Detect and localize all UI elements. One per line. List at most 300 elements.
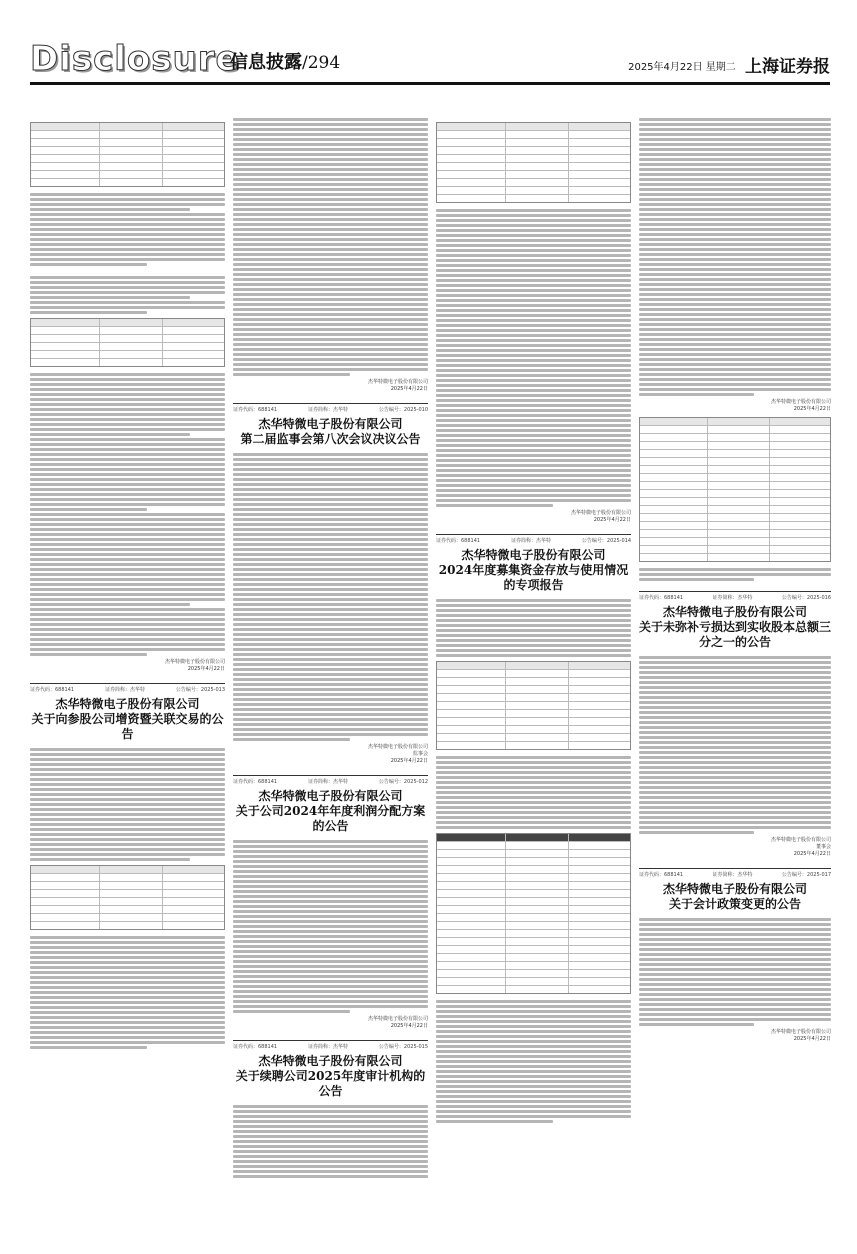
text-line: [639, 918, 831, 921]
table-row: [437, 131, 630, 139]
text-line: [233, 163, 428, 166]
text-line: [233, 663, 428, 666]
brand-logo: Disclosure: [30, 39, 240, 79]
text-line: [30, 528, 225, 531]
table-row: [31, 131, 224, 139]
text-line: [233, 513, 428, 516]
page-number: /294: [302, 53, 341, 73]
stock-code: 证券代码：688141: [233, 779, 278, 785]
text-line: [30, 208, 190, 211]
stock-name: 证券简称：杰华特: [105, 687, 146, 693]
table-row: [640, 418, 830, 426]
text-line: [30, 1021, 225, 1024]
table-row: [640, 426, 830, 434]
text-line: [233, 693, 428, 696]
text-line: [233, 935, 428, 938]
text-line: [436, 504, 553, 507]
text-line: [30, 833, 225, 836]
text-line: [233, 498, 428, 501]
notice-meta: [233, 403, 428, 413]
data-table: [436, 661, 631, 750]
text-line: [639, 958, 831, 961]
text-line: [436, 489, 631, 492]
signature-company: 杰华特微电子股份有限公司: [164, 659, 225, 665]
text-line: [639, 358, 831, 361]
text-line: [436, 244, 631, 247]
text-line: [233, 538, 428, 541]
text-line: [436, 409, 631, 412]
text-line: [233, 343, 428, 346]
text-line: [233, 855, 428, 858]
text-line: [30, 243, 225, 246]
notice-header: [233, 775, 428, 834]
text-line: [233, 845, 428, 848]
text-line: [233, 283, 428, 286]
text-line: [639, 928, 831, 931]
text-line: [233, 713, 428, 716]
table-row: [437, 866, 630, 874]
text-line: [233, 603, 428, 606]
text-line: [639, 726, 831, 729]
notice-title: [233, 1054, 428, 1099]
text-line: [436, 454, 631, 457]
table-row: [437, 858, 630, 866]
text-line: [30, 793, 225, 796]
text-line: [436, 766, 631, 769]
text-line: [233, 930, 428, 933]
text-line: [436, 1070, 631, 1073]
text-line: [436, 634, 631, 637]
table-row: [640, 498, 830, 506]
signature-date: 2025年4月22日: [593, 517, 631, 523]
text-line: [30, 788, 225, 791]
text-line: [436, 314, 631, 317]
table-row: [31, 335, 224, 343]
notice-header: [233, 1040, 428, 1099]
text-line: [30, 508, 147, 511]
text-line: [233, 870, 428, 873]
text-line: [436, 614, 631, 617]
text-line: [30, 518, 225, 521]
text-line: [639, 273, 831, 276]
text-line: [30, 428, 225, 431]
text-line: [436, 1025, 631, 1028]
table-row: [640, 466, 830, 474]
text-line: [30, 583, 225, 586]
text-line: [233, 638, 428, 641]
notice-title-company: 杰华特微电子股份有限公司: [258, 417, 403, 431]
text-line: [233, 850, 428, 853]
text-line: [639, 143, 831, 146]
table-row: [31, 866, 224, 874]
text-line: [233, 940, 428, 943]
notice-meta: [639, 591, 831, 601]
text-line: [639, 293, 831, 296]
text-line: [639, 993, 831, 996]
text-line: [30, 613, 225, 616]
text-line: [233, 1150, 428, 1153]
text-line: [233, 723, 428, 726]
text-line: [233, 925, 428, 928]
text-line: [436, 796, 631, 799]
table-row: [437, 930, 630, 938]
notice-title: [233, 417, 428, 447]
text-line: [233, 1110, 428, 1113]
table-row: [437, 906, 630, 914]
text-line: [436, 639, 631, 642]
text-line: [436, 1010, 631, 1013]
text-line: [233, 158, 428, 161]
text-line: [233, 895, 428, 898]
notice-number: 公告编号：2025-015: [378, 1044, 428, 1050]
text-line: [30, 463, 225, 466]
text-line: [30, 488, 225, 491]
text-line: [639, 953, 831, 956]
text-line: [639, 811, 831, 814]
text-line: [436, 284, 631, 287]
text-line: [639, 831, 754, 834]
text-line: [436, 1100, 631, 1103]
text-line: [233, 208, 428, 211]
text-line: [639, 978, 831, 981]
text-line: [233, 323, 428, 326]
text-line: [233, 228, 428, 231]
text-line: [30, 623, 225, 626]
signature-company: 杰华特微电子股份有限公司: [367, 379, 428, 385]
text-line: [233, 473, 428, 476]
text-line: [233, 885, 428, 888]
text-line: [639, 568, 831, 571]
text-line: [639, 193, 831, 196]
notice-title: [233, 789, 428, 834]
text-line: [639, 676, 831, 679]
text-line: [30, 1046, 147, 1049]
text-line: [436, 309, 631, 312]
text-line: [233, 528, 428, 531]
table-row: [640, 482, 830, 490]
text-line: [233, 960, 428, 963]
signature-date: 2025年4月22日: [793, 406, 831, 412]
table-row: [437, 978, 630, 986]
table-row: [437, 171, 630, 179]
text-line: [233, 278, 428, 281]
text-line: [639, 963, 831, 966]
table-row: [31, 171, 224, 179]
text-line: [30, 276, 225, 279]
text-line: [639, 968, 831, 971]
text-line: [233, 543, 428, 546]
text-line: [436, 349, 631, 352]
text-line: [233, 453, 428, 456]
text-line: [639, 393, 754, 396]
table-row: [31, 874, 224, 882]
table-row: [437, 946, 630, 954]
text-line: [233, 668, 428, 671]
text-line: [233, 308, 428, 311]
text-line: [30, 513, 225, 516]
data-table: [30, 122, 225, 187]
text-line: [233, 678, 428, 681]
text-line: [639, 701, 831, 704]
text-line: [30, 253, 225, 256]
text-line: [639, 168, 831, 171]
text-line: [30, 976, 225, 979]
text-line: [30, 498, 225, 501]
text-line: [436, 479, 631, 482]
text-line: [436, 801, 631, 804]
signature-block: [639, 1029, 831, 1043]
text-line: [30, 193, 225, 196]
text-line: [639, 938, 831, 941]
text-line: [233, 1000, 428, 1003]
stock-code: 证券代码：688141: [639, 595, 684, 601]
text-line: [30, 956, 225, 959]
text-line: [639, 686, 831, 689]
table-row: [437, 954, 630, 962]
text-line: [233, 980, 428, 983]
text-line: [639, 1008, 831, 1011]
text-line: [30, 248, 225, 251]
text-line: [639, 781, 831, 784]
text-line: [233, 268, 428, 271]
text-line: [30, 991, 225, 994]
text-line: [233, 288, 428, 291]
text-line: [639, 268, 831, 271]
table-row: [437, 970, 630, 978]
text-line: [233, 363, 428, 366]
text-line: [233, 1130, 428, 1133]
text-line: [233, 633, 428, 636]
text-line: [436, 279, 631, 282]
table-row: [31, 319, 224, 327]
text-line: [30, 296, 190, 299]
notice-header: [436, 534, 631, 593]
text-line: [436, 654, 631, 657]
text-line: [639, 368, 831, 371]
text-line: [233, 218, 428, 221]
text-line: [233, 865, 428, 868]
text-line: [233, 920, 428, 923]
text-line: [30, 633, 225, 636]
text-line: [30, 588, 225, 591]
text-line: [436, 1030, 631, 1033]
text-line: [30, 798, 225, 801]
text-line: [30, 413, 225, 416]
notice-title: [639, 605, 831, 650]
text-line: [639, 786, 831, 789]
text-line: [233, 233, 428, 236]
notice-title-subject: 关于向参股公司增资暨关联交易的公告: [31, 712, 224, 741]
text-line: [30, 286, 225, 289]
text-line: [233, 970, 428, 973]
signature-block: [233, 1016, 428, 1030]
text-line: [639, 923, 831, 926]
text-line: [639, 806, 831, 809]
text-line: [30, 996, 225, 999]
text-line: [436, 239, 631, 242]
text-line: [639, 578, 754, 581]
text-line: [436, 1090, 631, 1093]
table-row: [437, 914, 630, 922]
table-row: [640, 514, 830, 522]
text-line: [639, 188, 831, 191]
text-line: [233, 508, 428, 511]
text-line: [233, 593, 428, 596]
text-line: [436, 1060, 631, 1063]
text-line: [639, 303, 831, 306]
stock-code: 证券代码：688141: [233, 407, 278, 413]
notice-number: 公告编号：2025-012: [378, 779, 428, 785]
table-row: [437, 962, 630, 970]
data-table: [30, 865, 225, 930]
text-line: [639, 826, 831, 829]
text-line: [436, 1085, 631, 1088]
text-line: [639, 1013, 831, 1016]
text-line: [436, 756, 631, 759]
table-row: [437, 850, 630, 858]
text-line: [233, 173, 428, 176]
text-line: [30, 578, 225, 581]
notice-number: 公告编号：2025-014: [581, 538, 631, 544]
text-line: [436, 474, 631, 477]
text-line: [233, 1160, 428, 1163]
text-line: [639, 123, 831, 126]
text-line: [639, 213, 831, 216]
text-line: [436, 434, 631, 437]
text-line: [436, 1080, 631, 1083]
table-row: [640, 434, 830, 442]
table-row: [437, 662, 630, 670]
text-line: [639, 816, 831, 819]
text-line: [30, 418, 225, 421]
table-row: [437, 670, 630, 678]
text-line: [30, 383, 225, 386]
signature-date: 2025年4月22日: [390, 758, 428, 764]
text-line: [30, 448, 225, 451]
text-line: [233, 553, 428, 556]
text-line: [639, 933, 831, 936]
stock-name: 证券简称：杰华特: [308, 407, 349, 413]
text-line: [233, 348, 428, 351]
text-line: [639, 761, 831, 764]
text-line: [436, 339, 631, 342]
text-line: [436, 234, 631, 237]
text-line: [233, 728, 428, 731]
text-line: [233, 203, 428, 206]
text-line: [639, 128, 831, 131]
text-line: [639, 313, 831, 316]
text-line: [639, 253, 831, 256]
signature-company: 杰华特微电子股份有限公司: [367, 744, 428, 750]
notice-meta: [436, 534, 631, 544]
text-line: [436, 419, 631, 422]
text-line: [233, 1125, 428, 1128]
text-line: [30, 643, 225, 646]
text-line: [436, 791, 631, 794]
text-line: [233, 708, 428, 711]
text-line: [436, 299, 631, 302]
table-row: [437, 195, 630, 202]
text-line: [639, 388, 831, 391]
text-line: [233, 688, 428, 691]
text-line: [30, 951, 225, 954]
text-line: [436, 404, 631, 407]
text-line: [233, 568, 428, 571]
text-line: [639, 681, 831, 684]
text-line: [30, 388, 225, 391]
text-line: [436, 1020, 631, 1023]
text-line: [30, 1011, 225, 1014]
text-line: [233, 143, 428, 146]
text-line: [30, 478, 225, 481]
text-line: [30, 981, 225, 984]
text-line: [436, 394, 631, 397]
data-table: [30, 318, 225, 367]
text-line: [639, 378, 831, 381]
text-line: [233, 1175, 428, 1178]
text-line: [639, 791, 831, 794]
text-line: [30, 603, 190, 606]
text-line: [639, 153, 831, 156]
text-line: [30, 281, 225, 284]
text-line: [233, 253, 428, 256]
signature-block: [30, 659, 225, 673]
text-line: [639, 948, 831, 951]
text-line: [436, 379, 631, 382]
table-row: [640, 442, 830, 450]
text-line: [639, 243, 831, 246]
text-line: [233, 683, 428, 686]
text-line: [30, 223, 225, 226]
text-line: [436, 1075, 631, 1078]
text-line: [233, 128, 428, 131]
notice-title-subject: 第二届监事会第八次会议决议公告: [240, 432, 421, 446]
text-line: [233, 313, 428, 316]
text-line: [436, 334, 631, 337]
notice-number: 公告编号：2025-017: [781, 872, 831, 878]
text-line: [30, 1001, 225, 1004]
text-line: [436, 1035, 631, 1038]
text-line: [233, 153, 428, 156]
text-line: [436, 826, 631, 829]
text-line: [30, 408, 225, 411]
table-row: [31, 898, 224, 906]
text-line: [436, 1040, 631, 1043]
text-line: [30, 483, 225, 486]
text-line: [30, 453, 225, 456]
text-line: [233, 618, 428, 621]
text-line: [639, 821, 831, 824]
table-row: [31, 343, 224, 351]
text-line: [30, 748, 225, 751]
text-line: [233, 573, 428, 576]
table-row: [640, 450, 830, 458]
text-line: [233, 975, 428, 978]
text-line: [436, 324, 631, 327]
text-line: [30, 473, 225, 476]
text-line: [639, 353, 831, 356]
signature-block: [639, 399, 831, 413]
paper-name: 上海证券报: [745, 57, 830, 77]
text-line: [436, 399, 631, 402]
text-line: [436, 776, 631, 779]
text-line: [233, 493, 428, 496]
text-line: [436, 209, 631, 212]
text-line: [639, 328, 831, 331]
text-line: [30, 1016, 225, 1019]
notice-number: 公告编号：2025-013: [175, 687, 225, 693]
text-line: [30, 783, 225, 786]
